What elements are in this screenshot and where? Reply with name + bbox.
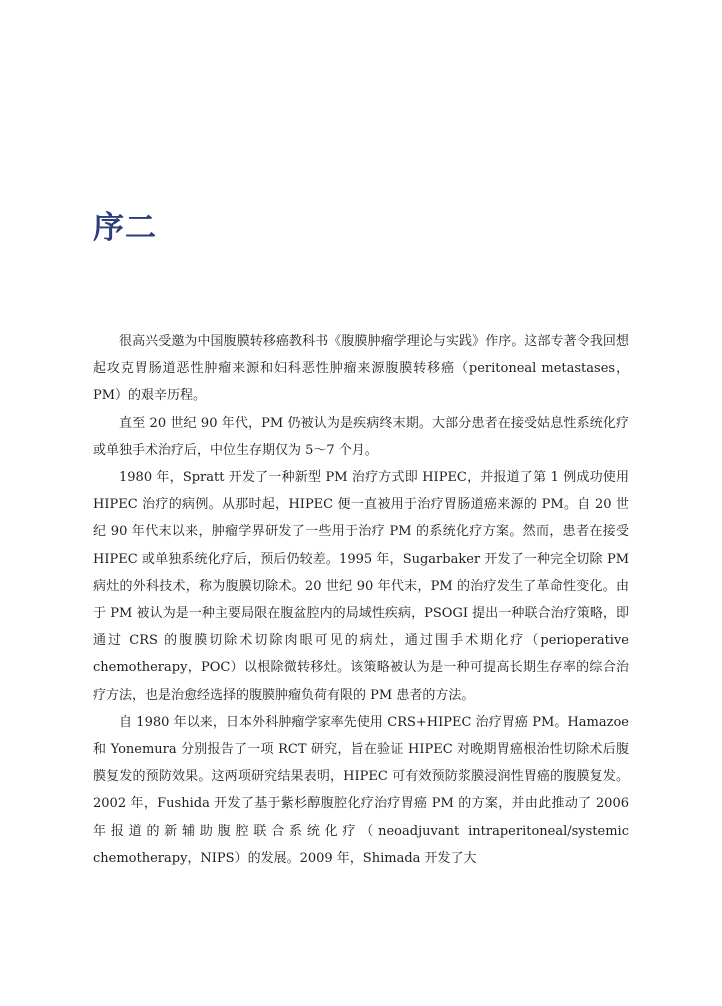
paragraph: 直至 20 世纪 90 年代，PM 仍被认为是疾病终末期。大部分患者在接受姑息性系统化疗或单独手术治疗后，中位生存期仅为 5～7 个月。 bbox=[93, 415, 629, 458]
paragraph: 自 1980 年以来，日本外科肿瘤学家率先使用 CRS+HIPEC 治疗胃癌 PM。Hamazoe 和 Yonemura 分别报告了一项 RCT 研究，旨在验证 HIPEC 对晚期胃癌根治性切除术后腹膜复发的预防效果。这两项研究结果表明，HIPEC 可有效预防浆膜浸润性胃癌的腹膜复发。2002 年，Fushida 开发了基于紫杉醇腹腔化疗治疗胃癌 PM 的方案，并由此推动了 2006 年报道的新辅助腹腔联合系统化疗（neoadjuvant intraperitoneal/systemic chemotherapy，NIPS）的发展。2009 年，Shimada 开发了大 bbox=[93, 714, 629, 866]
paragraph: 1980 年，Spratt 开发了一种新型 PM 治疗方式即 HIPEC，并报道了第 1 例成功使用 HIPEC 治疗的病例。从那时起，HIPEC 便一直被用于治疗胃肠道癌来源的 PM。自 20 世纪 90 年代末以来，肿瘤学界研发了一些用于治疗 PM 的系统化疗方案。然而，患者在接受 HIPEC 或单独系统化疗后，预后仍较差。1995 年，Sugarbaker 开发了一种完全切除 PM 病灶的外科技术，称为腹膜切除术。20 世纪 90 年代末，PM 的治疗发生了革命性变化。由于 PM 被认为是一种主要局限在腹盆腔内的局域性疾病，PSOGI 提出一种联合治疗策略，即通过 CRS 的腹膜切除术切除肉眼可见的病灶，通过围手术期化疗（perioperative chemotherapy，POC）以根除微转移灶。该策略被认为是一种可提高长期生存率的综合治疗方法，也是治愈经选择的腹膜肿瘤负荷有限的 PM 患者的方法。 bbox=[93, 470, 629, 703]
paragraph: 很高兴受邀为中国腹膜转移癌教科书《腹膜肿瘤学理论与实践》作序。这部专著令我回想起攻克胃肠道恶性肿瘤来源和妇科恶性肿瘤来源腹膜转移癌（peritoneal metastases，PM）的艰辛历程。 bbox=[93, 334, 629, 404]
page-title: 序二 bbox=[93, 210, 157, 246]
body-text bbox=[93, 328, 629, 872]
